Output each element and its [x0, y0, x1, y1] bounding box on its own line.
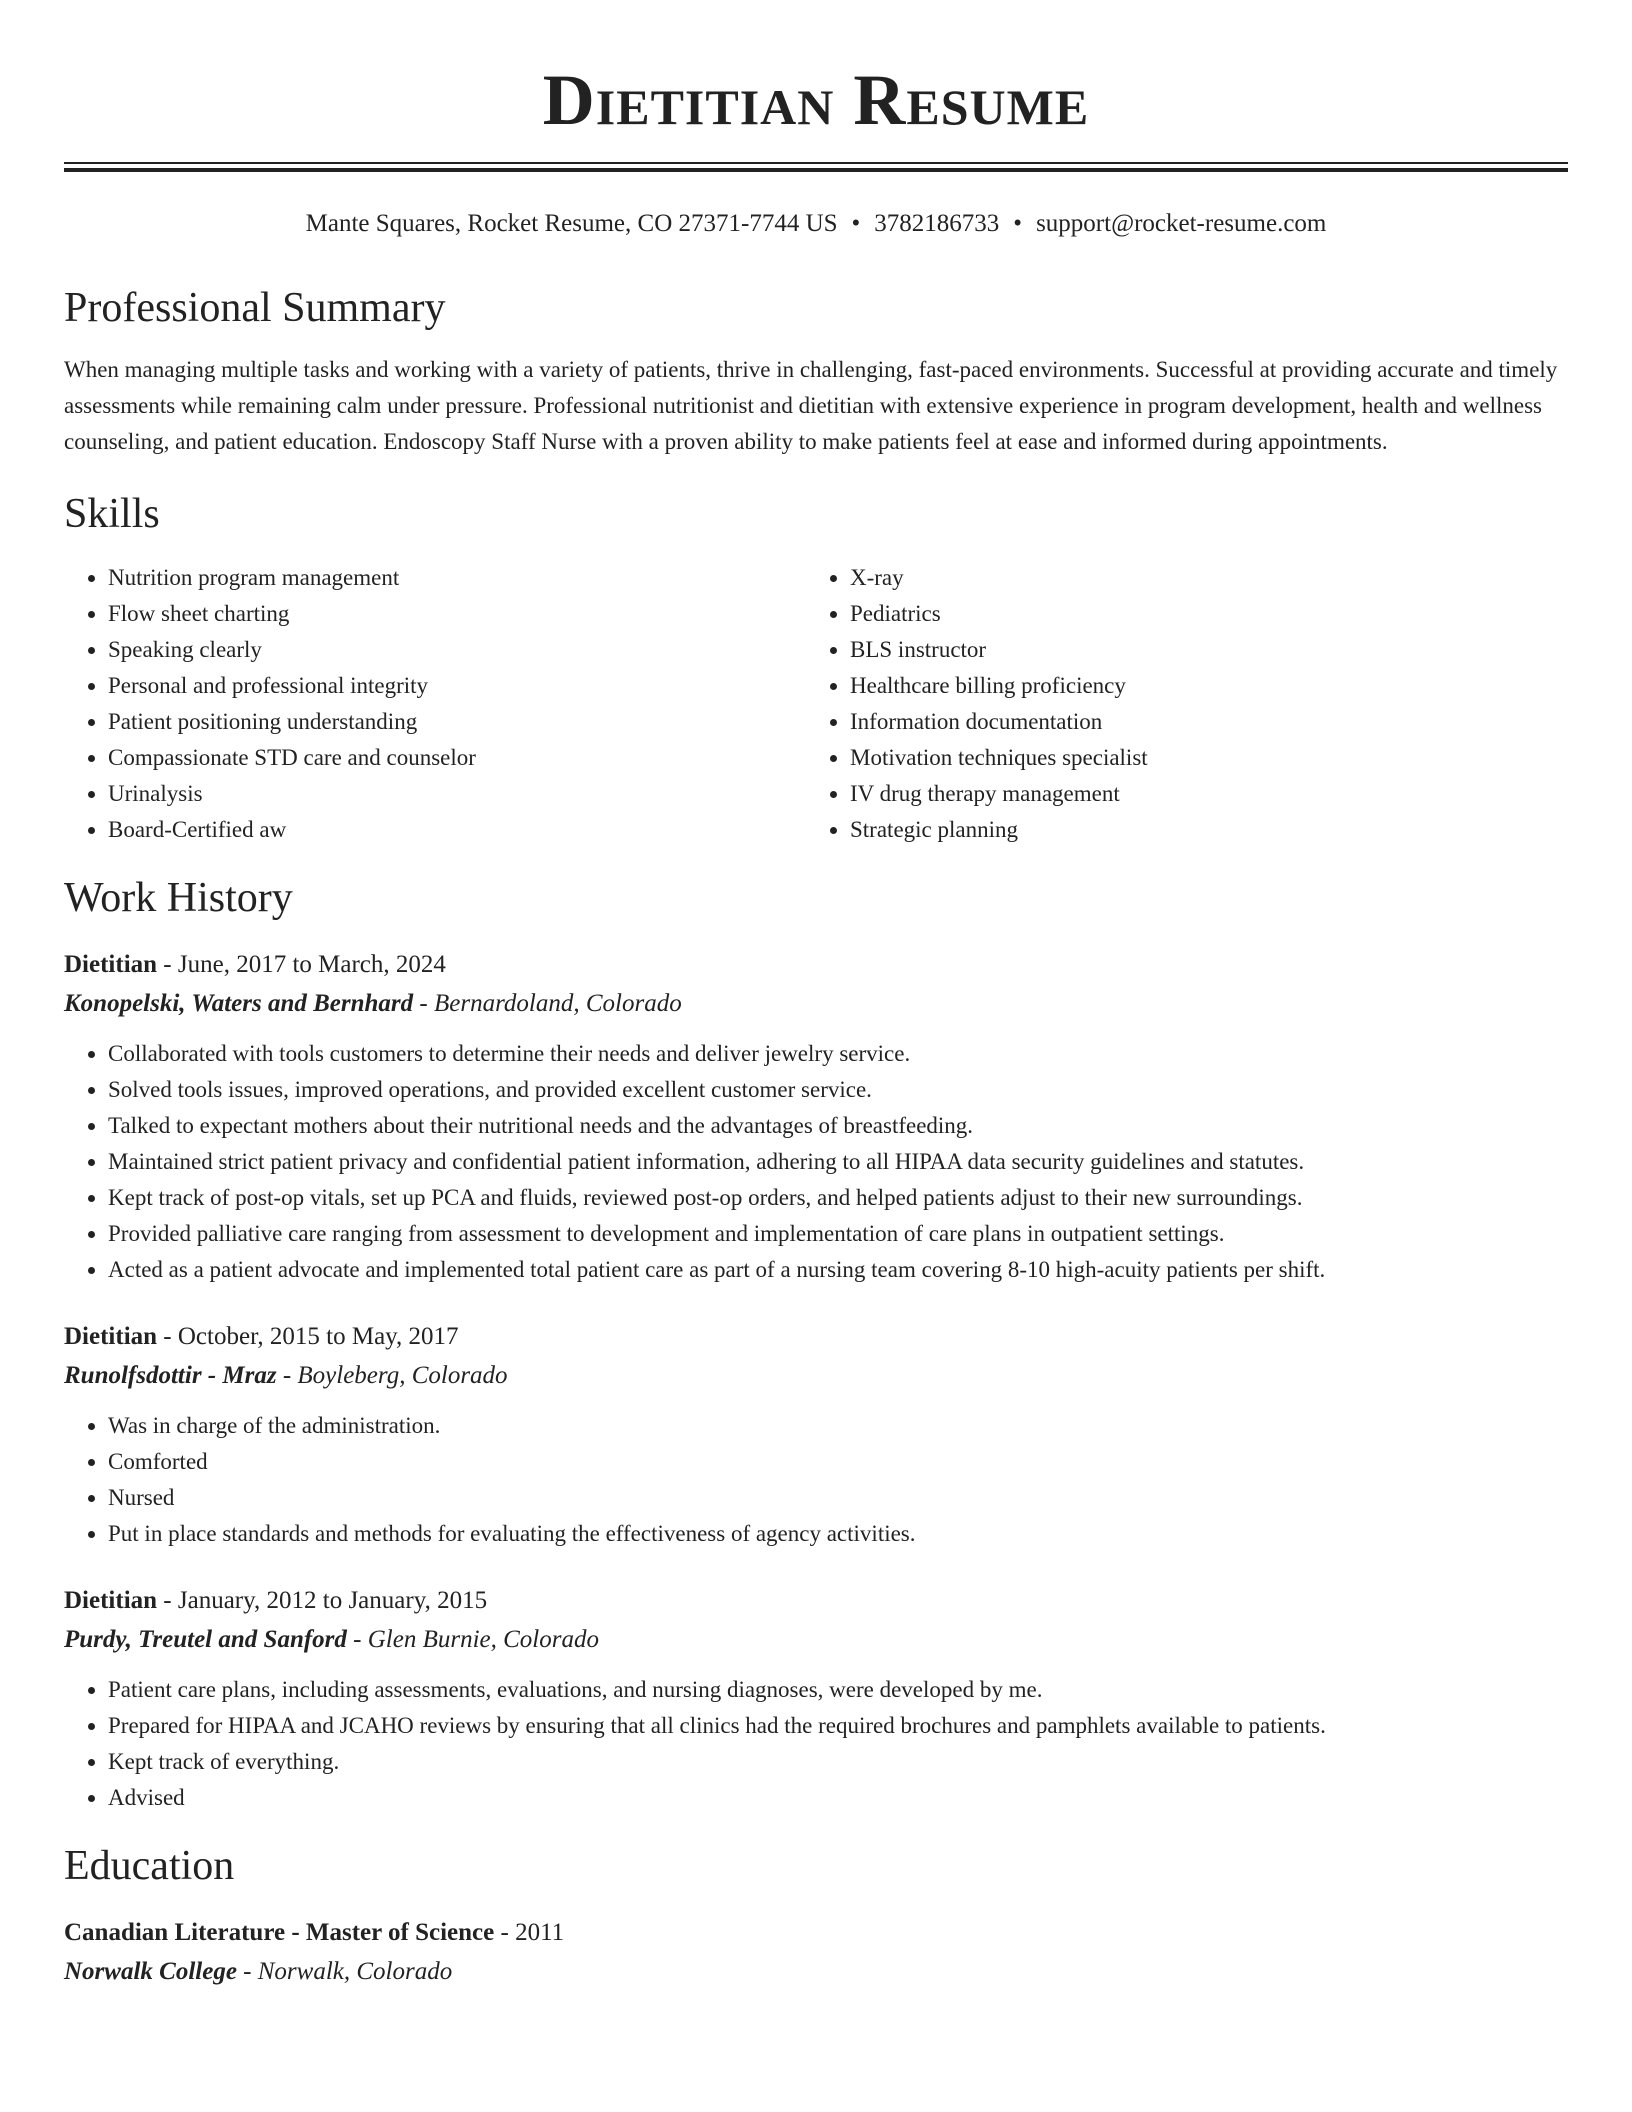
- job-entry: [64, 1318, 1568, 1552]
- company-location: - Bernardoland, Colorado: [419, 990, 682, 1017]
- resume-title: Dietitian Resume: [542, 60, 1090, 140]
- skill-item: • X-ray: [850, 560, 1548, 596]
- job-bullet: • Advised: [108, 1780, 1568, 1816]
- job-bullet: • Was in charge of the administration.: [108, 1408, 1568, 1444]
- job-bullets: [64, 1036, 1568, 1288]
- company-name: Runolfsdottir - Mraz: [64, 1362, 277, 1389]
- skill-item: • Healthcare billing proficiency: [850, 668, 1548, 704]
- contact-phone: 3782186733: [874, 210, 1000, 237]
- job-bullet: • Talked to expectant mothers about their nutritional needs and the advantages of breastfeeding.: [108, 1108, 1568, 1144]
- company-line: [64, 984, 1568, 1024]
- skill-item: • Urinalysis: [108, 776, 806, 812]
- job-bullets: [64, 1408, 1568, 1552]
- skill-item: • IV drug therapy management: [850, 776, 1548, 812]
- skill-item: • Information documentation: [850, 704, 1548, 740]
- summary-heading: Professional Summary: [64, 285, 446, 331]
- job-bullet: • Maintained strict patient privacy and confidential patient information, adhering to all HIPAA data security guidelines and statutes.: [108, 1144, 1568, 1180]
- skills-heading: Skills: [64, 491, 160, 537]
- school-line: [64, 1952, 1568, 1992]
- company-line: [64, 1356, 1568, 1396]
- job-bullet: • Kept track of everything.: [108, 1744, 1568, 1780]
- degree-line: [64, 1914, 1568, 1952]
- title-double-rule: [64, 162, 1568, 172]
- job-title-line: [64, 946, 1568, 984]
- job-bullet: • Collaborated with tools customers to determine their needs and deliver jewelry service.: [108, 1036, 1568, 1072]
- school-name: Norwalk College: [64, 1958, 237, 1985]
- job-bullet: • Provided palliative care ranging from assessment to development and implementation of care plans in outpatient settings.: [108, 1216, 1568, 1252]
- education-heading: Education: [64, 1843, 235, 1889]
- skill-item: • Patient positioning understanding: [108, 704, 806, 740]
- job-bullet: • Put in place standards and methods for evaluating the effectiveness of agency activities.: [108, 1516, 1568, 1552]
- company-name: Purdy, Treutel and Sanford: [64, 1626, 347, 1653]
- job-dates: - October, 2015 to May, 2017: [163, 1323, 459, 1350]
- job-title: Dietitian: [64, 1587, 158, 1614]
- contact-address: Mante Squares, Rocket Resume, CO 27371-7744 US: [305, 210, 838, 237]
- job-dates: - June, 2017 to March, 2024: [163, 951, 446, 978]
- skills-left-column: [64, 560, 806, 848]
- skill-item: • Compassionate STD care and counselor: [108, 740, 806, 776]
- skill-item: • Nutrition program management: [108, 560, 806, 596]
- contact-separator: •: [851, 210, 861, 237]
- job-title: Dietitian: [64, 951, 158, 978]
- degree-name: Canadian Literature - Master of Science: [64, 1919, 495, 1946]
- skill-item: • Personal and professional integrity: [108, 668, 806, 704]
- company-location: - Boyleberg, Colorado: [282, 1362, 508, 1389]
- skill-item: • Strategic planning: [850, 812, 1548, 848]
- job-entry: [64, 946, 1568, 1288]
- job-bullet: • Prepared for HIPAA and JCAHO reviews by ensuring that all clinics had the required brochures and pamphlets available to patients.: [108, 1708, 1568, 1744]
- school-location: - Norwalk, Colorado: [243, 1958, 453, 1985]
- job-bullet: • Comforted: [108, 1444, 1568, 1480]
- job-bullet: • Acted as a patient advocate and implemented total patient care as part of a nursing team covering 8-10 high-acuity patients per shift.: [108, 1252, 1568, 1288]
- company-location: - Glen Burnie, Colorado: [353, 1626, 599, 1653]
- education-entry: [64, 1914, 1568, 1992]
- skills-columns: [64, 560, 1568, 848]
- job-title: Dietitian: [64, 1323, 158, 1350]
- job-bullet: • Patient care plans, including assessments, evaluations, and nursing diagnoses, were developed by me.: [108, 1672, 1568, 1708]
- contact-separator: •: [1013, 210, 1023, 237]
- job-bullet: • Kept track of post-op vitals, set up PCA and fluids, reviewed post-op orders, and helped patients adjust to their new surroundings.: [108, 1180, 1568, 1216]
- skill-item: • Flow sheet charting: [108, 596, 806, 632]
- skills-right-column: [806, 560, 1548, 848]
- skill-item: • Speaking clearly: [108, 632, 806, 668]
- company-line: [64, 1620, 1568, 1660]
- contact-email: support@rocket-resume.com: [1036, 210, 1327, 237]
- job-title-line: [64, 1582, 1568, 1620]
- job-entry: [64, 1582, 1568, 1816]
- job-bullet: • Solved tools issues, improved operations, and provided excellent customer service.: [108, 1072, 1568, 1108]
- skill-item: • Pediatrics: [850, 596, 1548, 632]
- skill-item: • Board-Certified aw: [108, 812, 806, 848]
- job-dates: - January, 2012 to January, 2015: [163, 1587, 488, 1614]
- job-title-line: [64, 1318, 1568, 1356]
- work-history-heading: Work History: [64, 875, 293, 921]
- contact-line: [64, 208, 1568, 240]
- job-bullets: [64, 1672, 1568, 1816]
- degree-year: - 2011: [500, 1919, 565, 1946]
- company-name: Konopelski, Waters and Bernhard: [64, 990, 414, 1017]
- skill-item: • Motivation techniques specialist: [850, 740, 1548, 776]
- job-bullet: • Nursed: [108, 1480, 1568, 1516]
- summary-text: When managing multiple tasks and working with a variety of patients, thrive in challenging, fast-paced environments. Successful at providing accurate and timely assessments while remaining calm under pressure. Professional nutritionist and dietitian with extensive experience in program development, health and wellness counseling, and patient education. Endoscopy Staff Nurse with a proven ability to make patients feel at ease and informed during appointments.: [64, 357, 1558, 454]
- skill-item: • BLS instructor: [850, 632, 1548, 668]
